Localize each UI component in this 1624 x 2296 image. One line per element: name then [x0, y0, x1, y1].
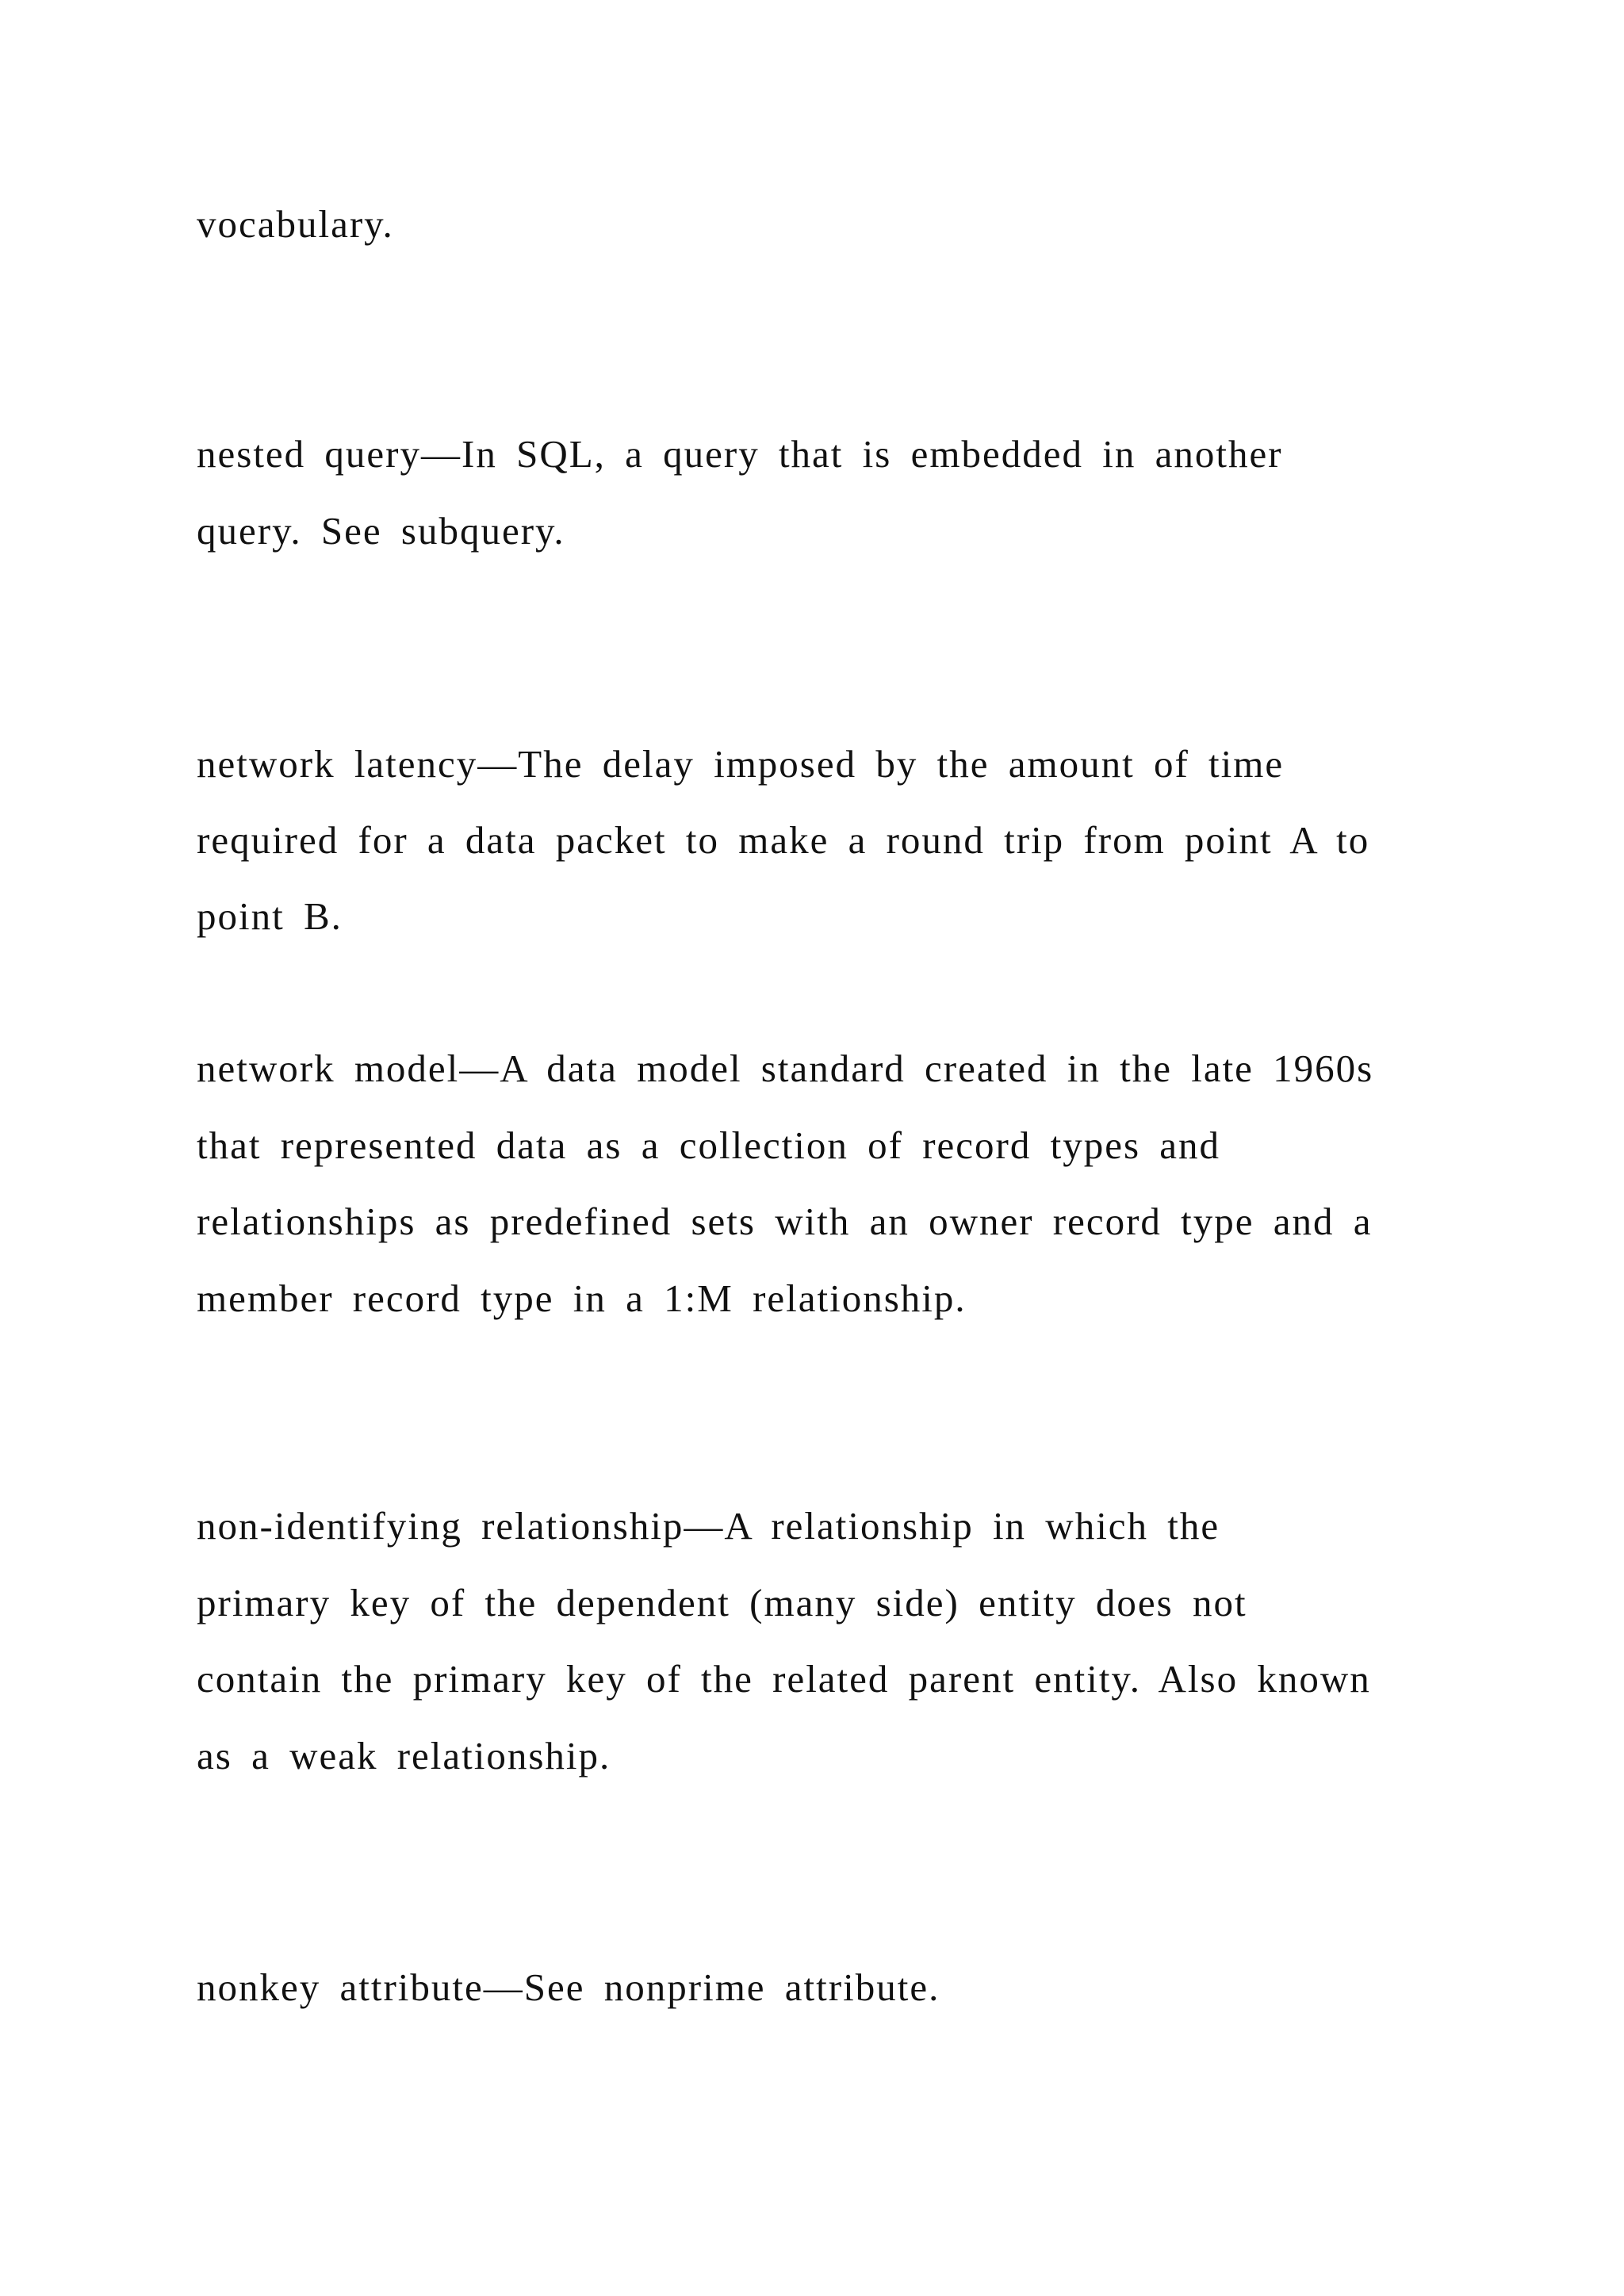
- entry-nonkey-attribute-line-1: nonkey attribute—See nonprime attribute.: [197, 1965, 940, 2009]
- entry-network-latency-line-3: point B.: [197, 894, 343, 938]
- entry-network-model-line-1: network model—A data model standard created in the late 1960s: [197, 1047, 1374, 1090]
- entry-non-identifying-relationship-line-1: non-identifying relationship—A relationship in which the: [197, 1504, 1220, 1548]
- entry-non-identifying-relationship-line-2: primary key of the dependent (many side) entity does not: [197, 1581, 1247, 1624]
- entry-network-latency-line-2: required for a data packet to make a round trip from point A to: [197, 818, 1370, 862]
- entry-network-model-line-4: member record type in a 1:M relationship.: [197, 1276, 967, 1320]
- entry-network-latency-line-1: network latency—The delay imposed by the amount of time: [197, 742, 1285, 786]
- entry-continuation-line-1: vocabulary.: [197, 202, 394, 246]
- entry-non-identifying-relationship-line-4: as a weak relationship.: [197, 1734, 611, 1777]
- entry-non-identifying-relationship-line-3: contain the primary key of the related parent entity. Also known: [197, 1657, 1371, 1701]
- entry-network-model-line-3: relationships as predefined sets with an owner record type and a: [197, 1200, 1373, 1243]
- entry-nested-query-line-2: query. See subquery.: [197, 509, 565, 553]
- entry-nested-query-line-1: nested query—In SQL, a query that is embedded in another: [197, 432, 1283, 476]
- entry-network-model-line-2: that represented data as a collection of record types and: [197, 1123, 1221, 1167]
